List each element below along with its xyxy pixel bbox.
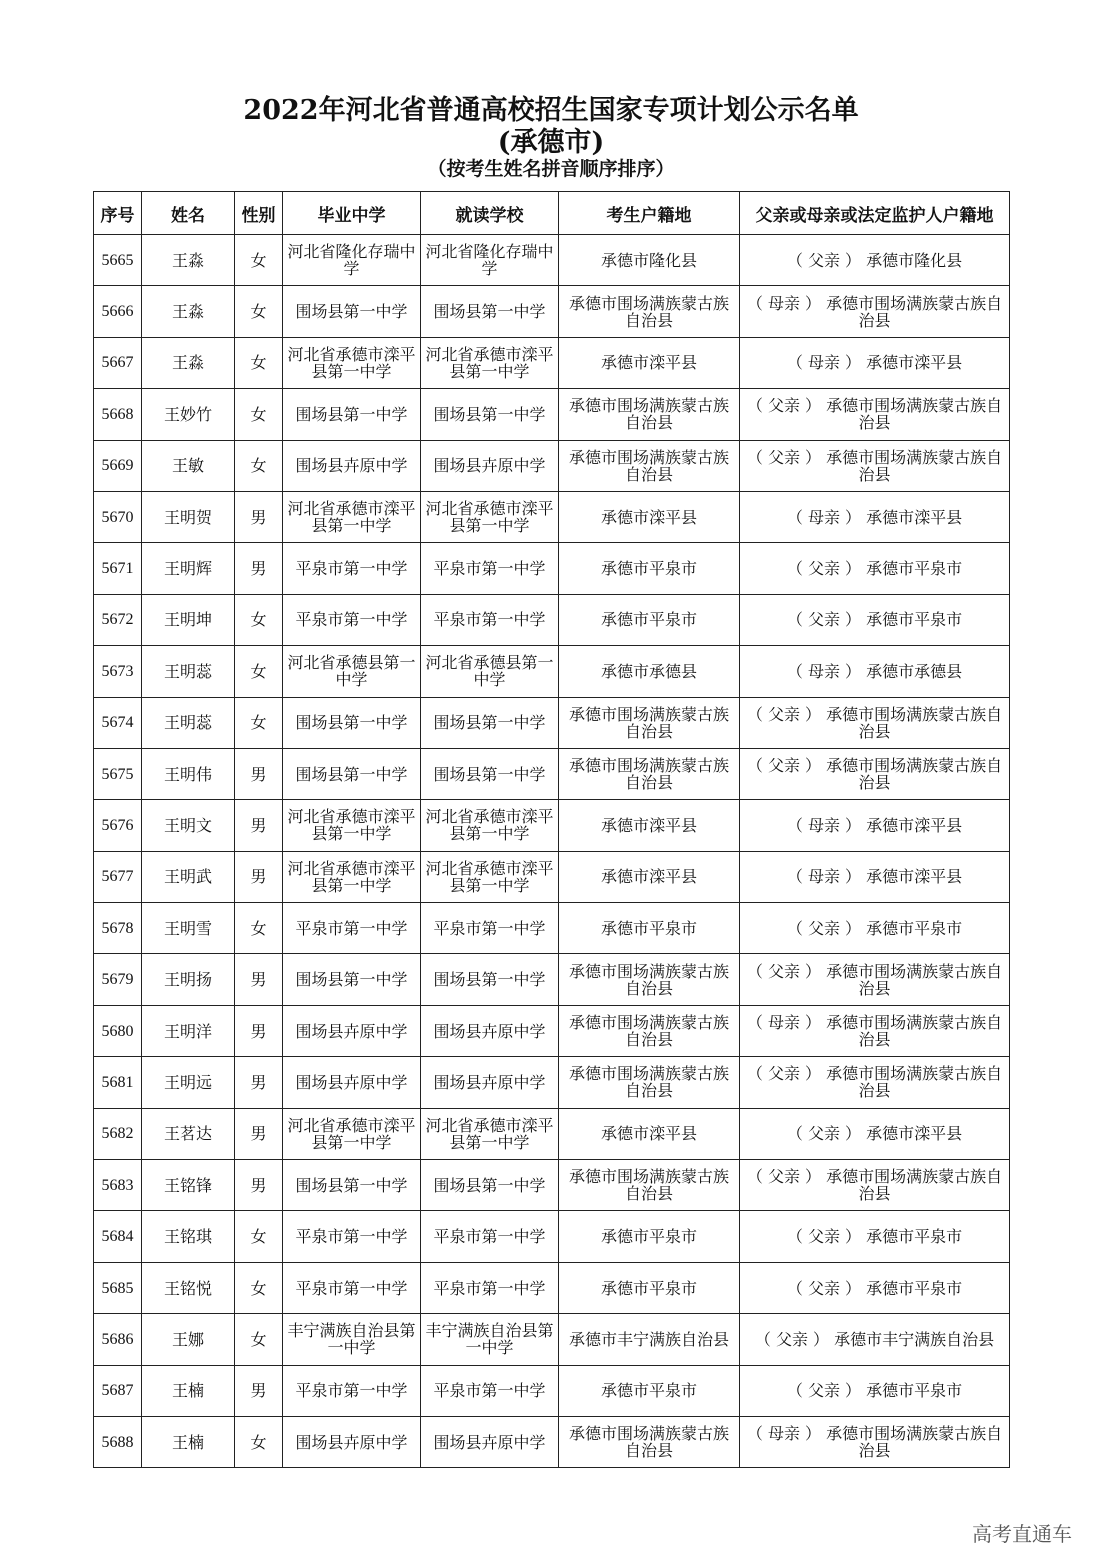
cell-seq: 5669 <box>94 440 142 491</box>
cell-current-school: 平泉市第一中学 <box>421 543 559 594</box>
cell-current-school: 河北省承德市滦平县第一中学 <box>421 800 559 851</box>
cell-student-hukou: 承德市围场满族蒙古族自治县 <box>559 440 740 491</box>
cell-seq: 5687 <box>94 1365 142 1416</box>
header-graduation-school: 毕业中学 <box>283 192 421 235</box>
table-row <box>94 748 1010 799</box>
table-row <box>94 543 1010 594</box>
cell-gender: 男 <box>235 1057 283 1108</box>
cell-seq: 5684 <box>94 1211 142 1262</box>
cell-gender: 女 <box>235 594 283 645</box>
cell-graduation-school: 围场县第一中学 <box>283 389 421 440</box>
cell-seq: 5676 <box>94 800 142 851</box>
cell-guardian-hukou: （ 母亲 ） 承德市围场满族蒙古族自治县 <box>740 1005 1010 1056</box>
cell-student-hukou: 承德市平泉市 <box>559 903 740 954</box>
cell-guardian-hukou: （ 母亲 ） 承德市滦平县 <box>740 337 1010 388</box>
cell-student-hukou: 承德市围场满族蒙古族自治县 <box>559 1057 740 1108</box>
cell-name: 王敏 <box>142 440 235 491</box>
table-row <box>94 903 1010 954</box>
cell-current-school: 围场县第一中学 <box>421 748 559 799</box>
cell-guardian-hukou: （ 父亲 ） 承德市滦平县 <box>740 1108 1010 1159</box>
cell-graduation-school: 围场县卉原中学 <box>283 1005 421 1056</box>
cell-graduation-school: 围场县第一中学 <box>283 286 421 337</box>
table-row <box>94 1262 1010 1313</box>
cell-current-school: 河北省承德县第一中学 <box>421 646 559 697</box>
cell-student-hukou: 承德市围场满族蒙古族自治县 <box>559 1005 740 1056</box>
table-row <box>94 594 1010 645</box>
cell-gender: 女 <box>235 235 283 286</box>
header-guardian-hukou: 父亲或母亲或法定监护人户籍地 <box>740 192 1010 235</box>
cell-guardian-hukou: （ 父亲 ） 承德市平泉市 <box>740 594 1010 645</box>
cell-current-school: 围场县第一中学 <box>421 389 559 440</box>
cell-guardian-hukou: （ 父亲 ） 承德市平泉市 <box>740 543 1010 594</box>
cell-gender: 男 <box>235 1160 283 1211</box>
cell-graduation-school: 河北省承德县第一中学 <box>283 646 421 697</box>
cell-name: 王铭悦 <box>142 1262 235 1313</box>
table-row <box>94 1108 1010 1159</box>
watermark-text: 高考直通车 <box>972 1522 1072 1546</box>
cell-guardian-hukou: （ 父亲 ） 承德市围场满族蒙古族自治县 <box>740 697 1010 748</box>
cell-name: 王明洋 <box>142 1005 235 1056</box>
cell-current-school: 河北省隆化存瑞中学 <box>421 235 559 286</box>
table-row <box>94 235 1010 286</box>
cell-current-school: 平泉市第一中学 <box>421 1365 559 1416</box>
cell-graduation-school: 围场县卉原中学 <box>283 1416 421 1467</box>
cell-student-hukou: 承德市围场满族蒙古族自治县 <box>559 1416 740 1467</box>
cell-name: 王明雪 <box>142 903 235 954</box>
cell-seq: 5683 <box>94 1160 142 1211</box>
cell-student-hukou: 承德市滦平县 <box>559 1108 740 1159</box>
cell-seq: 5685 <box>94 1262 142 1313</box>
cell-graduation-school: 围场县第一中学 <box>283 697 421 748</box>
cell-student-hukou: 承德市围场满族蒙古族自治县 <box>559 1160 740 1211</box>
cell-seq: 5681 <box>94 1057 142 1108</box>
cell-name: 王铭锋 <box>142 1160 235 1211</box>
cell-name: 王茗达 <box>142 1108 235 1159</box>
header-seq: 序号 <box>94 192 142 235</box>
cell-seq: 5680 <box>94 1005 142 1056</box>
table-row <box>94 1365 1010 1416</box>
cell-guardian-hukou: （ 父亲 ） 承德市丰宁满族自治县 <box>740 1314 1010 1365</box>
cell-gender: 女 <box>235 1211 283 1262</box>
cell-guardian-hukou: （ 母亲 ） 承德市滦平县 <box>740 851 1010 902</box>
cell-current-school: 平泉市第一中学 <box>421 1211 559 1262</box>
cell-graduation-school: 平泉市第一中学 <box>283 543 421 594</box>
cell-student-hukou: 承德市滦平县 <box>559 800 740 851</box>
cell-seq: 5675 <box>94 748 142 799</box>
cell-current-school: 围场县卉原中学 <box>421 440 559 491</box>
table-row <box>94 697 1010 748</box>
cell-gender: 女 <box>235 440 283 491</box>
cell-name: 王楠 <box>142 1365 235 1416</box>
cell-guardian-hukou: （ 母亲 ） 承德市围场满族蒙古族自治县 <box>740 1416 1010 1467</box>
cell-current-school: 平泉市第一中学 <box>421 903 559 954</box>
cell-guardian-hukou: （ 父亲 ） 承德市围场满族蒙古族自治县 <box>740 440 1010 491</box>
cell-student-hukou: 承德市围场满族蒙古族自治县 <box>559 286 740 337</box>
cell-current-school: 河北省承德市滦平县第一中学 <box>421 1108 559 1159</box>
cell-seq: 5673 <box>94 646 142 697</box>
cell-student-hukou: 承德市围场满族蒙古族自治县 <box>559 748 740 799</box>
cell-student-hukou: 承德市平泉市 <box>559 594 740 645</box>
cell-graduation-school: 河北省隆化存瑞中学 <box>283 235 421 286</box>
cell-graduation-school: 围场县第一中学 <box>283 748 421 799</box>
table-row <box>94 1160 1010 1211</box>
cell-current-school: 河北省承德市滦平县第一中学 <box>421 491 559 542</box>
cell-name: 王淼 <box>142 286 235 337</box>
cell-seq: 5665 <box>94 235 142 286</box>
cell-gender: 男 <box>235 851 283 902</box>
cell-graduation-school: 围场县卉原中学 <box>283 440 421 491</box>
cell-guardian-hukou: （ 母亲 ） 承德市承德县 <box>740 646 1010 697</box>
cell-seq: 5674 <box>94 697 142 748</box>
cell-gender: 女 <box>235 1416 283 1467</box>
table-row <box>94 440 1010 491</box>
cell-student-hukou: 承德市滦平县 <box>559 491 740 542</box>
table-row <box>94 646 1010 697</box>
cell-seq: 5678 <box>94 903 142 954</box>
cell-gender: 女 <box>235 1314 283 1365</box>
cell-gender: 女 <box>235 697 283 748</box>
header-name: 姓名 <box>142 192 235 235</box>
cell-student-hukou: 承德市平泉市 <box>559 1262 740 1313</box>
cell-guardian-hukou: （ 母亲 ） 承德市围场满族蒙古族自治县 <box>740 286 1010 337</box>
cell-name: 王妙竹 <box>142 389 235 440</box>
cell-graduation-school: 平泉市第一中学 <box>283 903 421 954</box>
cell-gender: 男 <box>235 954 283 1005</box>
cell-student-hukou: 承德市平泉市 <box>559 1211 740 1262</box>
cell-graduation-school: 河北省承德市滦平县第一中学 <box>283 1108 421 1159</box>
cell-student-hukou: 承德市滦平县 <box>559 851 740 902</box>
cell-student-hukou: 承德市平泉市 <box>559 1365 740 1416</box>
cell-gender: 女 <box>235 286 283 337</box>
cell-seq: 5670 <box>94 491 142 542</box>
cell-gender: 男 <box>235 1005 283 1056</box>
cell-guardian-hukou: （ 父亲 ） 承德市平泉市 <box>740 1211 1010 1262</box>
cell-seq: 5688 <box>94 1416 142 1467</box>
cell-seq: 5679 <box>94 954 142 1005</box>
cell-seq: 5668 <box>94 389 142 440</box>
table-row <box>94 1314 1010 1365</box>
table-row <box>94 1211 1010 1262</box>
cell-guardian-hukou: （ 父亲 ） 承德市围场满族蒙古族自治县 <box>740 748 1010 799</box>
cell-seq: 5677 <box>94 851 142 902</box>
cell-gender: 女 <box>235 646 283 697</box>
cell-current-school: 围场县卉原中学 <box>421 1005 559 1056</box>
cell-graduation-school: 围场县第一中学 <box>283 1160 421 1211</box>
cell-name: 王明武 <box>142 851 235 902</box>
cell-name: 王明坤 <box>142 594 235 645</box>
cell-name: 王明蕊 <box>142 646 235 697</box>
cell-graduation-school: 河北省承德市滦平县第一中学 <box>283 337 421 388</box>
table-row <box>94 954 1010 1005</box>
cell-seq: 5667 <box>94 337 142 388</box>
cell-gender: 女 <box>235 389 283 440</box>
table-row <box>94 1057 1010 1108</box>
cell-name: 王娜 <box>142 1314 235 1365</box>
page-subtitle-city: (承德市) <box>497 127 605 158</box>
header-current-school: 就读学校 <box>421 192 559 235</box>
cell-current-school: 平泉市第一中学 <box>421 594 559 645</box>
cell-student-hukou: 承德市围场满族蒙古族自治县 <box>559 697 740 748</box>
cell-seq: 5686 <box>94 1314 142 1365</box>
cell-current-school: 围场县卉原中学 <box>421 1416 559 1467</box>
cell-current-school: 河北省承德市滦平县第一中学 <box>421 337 559 388</box>
table-row <box>94 337 1010 388</box>
cell-name: 王明文 <box>142 800 235 851</box>
roster-table <box>93 191 1010 1468</box>
cell-graduation-school: 河北省承德市滦平县第一中学 <box>283 800 421 851</box>
cell-name: 王楠 <box>142 1416 235 1467</box>
cell-student-hukou: 承德市承德县 <box>559 646 740 697</box>
table-row <box>94 1416 1010 1467</box>
cell-gender: 男 <box>235 748 283 799</box>
header-student-hukou: 考生户籍地 <box>559 192 740 235</box>
cell-guardian-hukou: （ 父亲 ） 承德市围场满族蒙古族自治县 <box>740 1057 1010 1108</box>
cell-current-school: 河北省承德市滦平县第一中学 <box>421 851 559 902</box>
cell-name: 王明贺 <box>142 491 235 542</box>
cell-student-hukou: 承德市隆化县 <box>559 235 740 286</box>
cell-gender: 女 <box>235 337 283 388</box>
cell-current-school: 围场县第一中学 <box>421 286 559 337</box>
cell-current-school: 丰宁满族自治县第一中学 <box>421 1314 559 1365</box>
table-row <box>94 389 1010 440</box>
cell-guardian-hukou: （ 父亲 ） 承德市隆化县 <box>740 235 1010 286</box>
cell-student-hukou: 承德市丰宁满族自治县 <box>559 1314 740 1365</box>
cell-guardian-hukou: （ 父亲 ） 承德市平泉市 <box>740 1262 1010 1313</box>
cell-name: 王明伟 <box>142 748 235 799</box>
cell-gender: 男 <box>235 543 283 594</box>
cell-name: 王明辉 <box>142 543 235 594</box>
cell-current-school: 平泉市第一中学 <box>421 1262 559 1313</box>
cell-seq: 5672 <box>94 594 142 645</box>
cell-graduation-school: 平泉市第一中学 <box>283 1262 421 1313</box>
cell-student-hukou: 承德市围场满族蒙古族自治县 <box>559 389 740 440</box>
table-row <box>94 491 1010 542</box>
cell-name: 王淼 <box>142 235 235 286</box>
cell-gender: 男 <box>235 800 283 851</box>
cell-current-school: 围场县卉原中学 <box>421 1057 559 1108</box>
cell-name: 王明蕊 <box>142 697 235 748</box>
table-row <box>94 1005 1010 1056</box>
cell-current-school: 围场县第一中学 <box>421 954 559 1005</box>
cell-graduation-school: 河北省承德市滦平县第一中学 <box>283 851 421 902</box>
cell-student-hukou: 承德市平泉市 <box>559 543 740 594</box>
table-row <box>94 286 1010 337</box>
cell-name: 王淼 <box>142 337 235 388</box>
cell-guardian-hukou: （ 母亲 ） 承德市滦平县 <box>740 800 1010 851</box>
page-subtitle-sort-note: （按考生姓名拼音顺序排序） <box>427 158 675 180</box>
cell-graduation-school: 平泉市第一中学 <box>283 594 421 645</box>
cell-guardian-hukou: （ 父亲 ） 承德市围场满族蒙古族自治县 <box>740 954 1010 1005</box>
cell-guardian-hukou: （ 父亲 ） 承德市围场满族蒙古族自治县 <box>740 1160 1010 1211</box>
header-gender: 性别 <box>235 192 283 235</box>
cell-graduation-school: 平泉市第一中学 <box>283 1365 421 1416</box>
cell-student-hukou: 承德市围场满族蒙古族自治县 <box>559 954 740 1005</box>
cell-current-school: 围场县第一中学 <box>421 697 559 748</box>
cell-graduation-school: 丰宁满族自治县第一中学 <box>283 1314 421 1365</box>
table-row <box>94 800 1010 851</box>
cell-name: 王明扬 <box>142 954 235 1005</box>
cell-graduation-school: 河北省承德市滦平县第一中学 <box>283 491 421 542</box>
cell-name: 王明远 <box>142 1057 235 1108</box>
cell-guardian-hukou: （ 父亲 ） 承德市平泉市 <box>740 903 1010 954</box>
cell-seq: 5682 <box>94 1108 142 1159</box>
cell-graduation-school: 平泉市第一中学 <box>283 1211 421 1262</box>
cell-gender: 男 <box>235 1365 283 1416</box>
cell-gender: 女 <box>235 1262 283 1313</box>
cell-seq: 5666 <box>94 286 142 337</box>
cell-seq: 5671 <box>94 543 142 594</box>
page-title: 2022年河北省普通高校招生国家专项计划公示名单 <box>243 95 859 126</box>
cell-current-school: 围场县第一中学 <box>421 1160 559 1211</box>
cell-guardian-hukou: （ 母亲 ） 承德市滦平县 <box>740 491 1010 542</box>
cell-guardian-hukou: （ 父亲 ） 承德市围场满族蒙古族自治县 <box>740 389 1010 440</box>
cell-graduation-school: 围场县卉原中学 <box>283 1057 421 1108</box>
cell-gender: 男 <box>235 491 283 542</box>
cell-student-hukou: 承德市滦平县 <box>559 337 740 388</box>
cell-gender: 男 <box>235 1108 283 1159</box>
cell-graduation-school: 围场县第一中学 <box>283 954 421 1005</box>
cell-gender: 女 <box>235 903 283 954</box>
table-header-row <box>94 192 1010 235</box>
table-row <box>94 851 1010 902</box>
cell-guardian-hukou: （ 父亲 ） 承德市平泉市 <box>740 1365 1010 1416</box>
cell-name: 王铭琪 <box>142 1211 235 1262</box>
